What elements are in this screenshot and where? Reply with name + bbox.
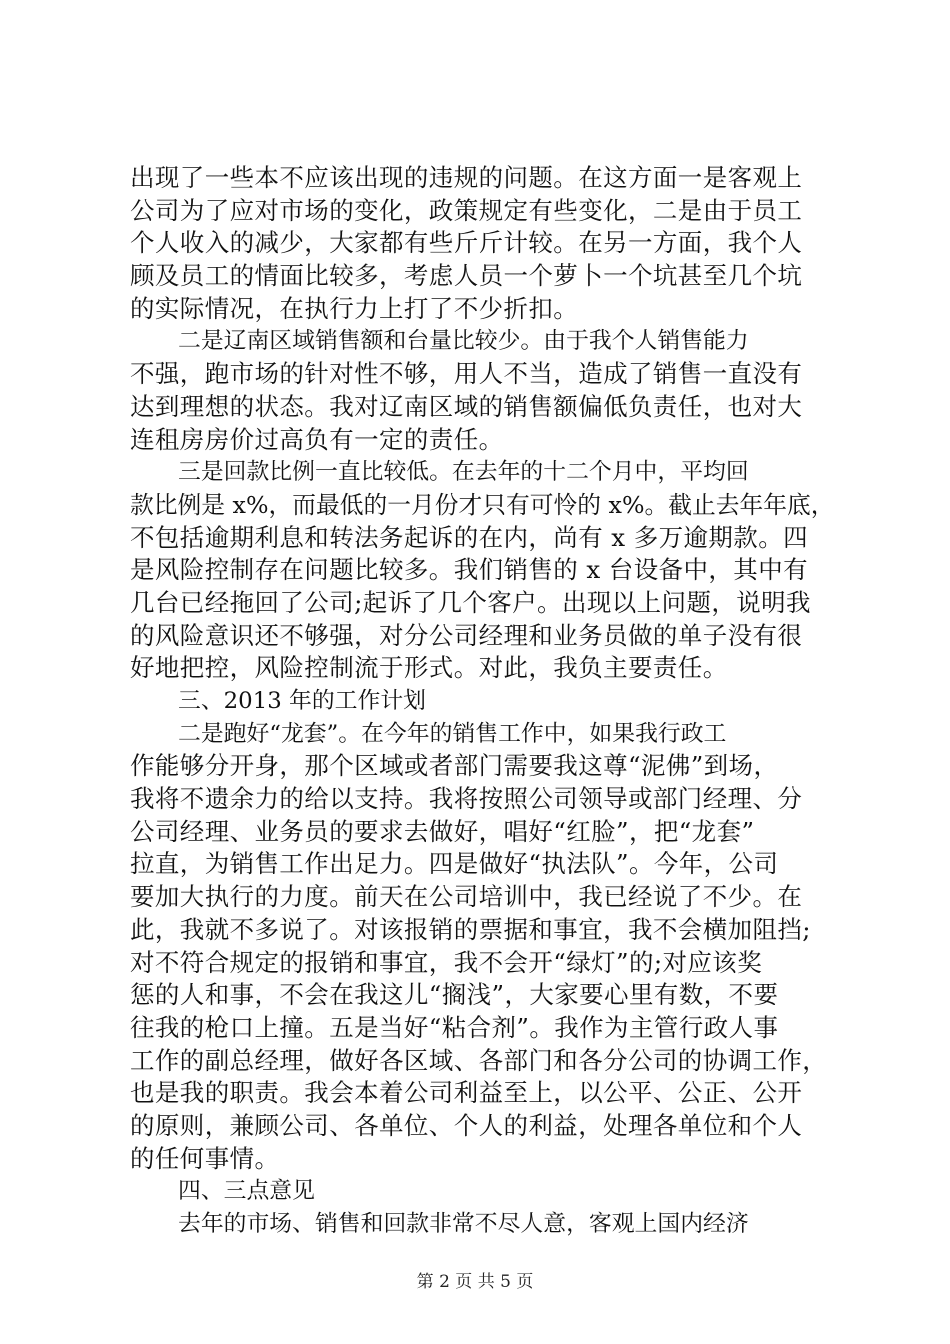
document-line: 作能够分开身，那个区域或者部门需要我这尊“泥佛”到场， xyxy=(130,751,779,781)
document-line: 的风险意识还不够强，对分公司经理和业务员做的单子没有很 xyxy=(130,620,803,650)
document-line: 好地把控，风险控制流于形式。对此，我负主要责任。 xyxy=(130,653,728,683)
document-line: 个人收入的减少，大家都有些斤斤计较。在另一方面，我个人 xyxy=(130,228,803,258)
document-line: 往我的枪口上撞。五是当好“粘合剂”。我作为主管行政人事 xyxy=(130,1012,779,1042)
document-line: 我将不遗余力的给以支持。我将按照公司领导或部门经理、分 xyxy=(130,784,803,814)
document-line: 此，我就不多说了。对该报销的票据和事宜，我不会横加阻挡; xyxy=(130,914,811,944)
document-line: 要加大执行的力度。前天在公司培训中，我已经说了不少。在 xyxy=(130,882,803,912)
document-line: 拉直，为销售工作出足力。四是做好“执法队”。今年，公司 xyxy=(130,849,779,879)
document-line: 三是回款比例一直比较低。在去年的十二个月中，平均回 xyxy=(178,459,749,486)
document-line: 的原则，兼顾公司、各单位、个人的利益，处理各单位和个人 xyxy=(130,1110,803,1140)
document-line: 也是我的职责。我会本着公司利益至上，以公平、公正、公开 xyxy=(130,1078,803,1108)
document-line: 顾及员工的情面比较多，考虑人员一个萝卜一个坑甚至几个坑 xyxy=(130,261,803,291)
document-line: 是风险控制存在问题比较多。我们销售的 x 台设备中，其中有 xyxy=(130,555,808,585)
document-line: 三、2013 年的工作计划 xyxy=(178,688,426,714)
document-line: 几台已经拖回了公司;起诉了几个客户。出现以上问题，说明我 xyxy=(130,587,811,617)
document-line: 款比例是 x%，而最低的一月份才只有可怜的 x%。截止去年年底， xyxy=(130,490,835,519)
document-line: 不包括逾期利息和转法务起诉的在内，尚有 x 多万逾期款。四 xyxy=(130,522,808,552)
document-line: 不强，跑市场的针对性不够，用人不当，造成了销售一直没有 xyxy=(130,359,803,389)
document-line: 对不符合规定的报销和事宜，我不会开“绿灯”的;对应该奖 xyxy=(130,947,763,977)
document-line: 二是跑好“龙套”。在今年的销售工作中，如果我行政工 xyxy=(178,720,727,747)
document-line: 公司经理、业务员的要求去做好，唱好“红脸”，把“龙套” xyxy=(130,816,755,846)
document-line: 工作的副总经理，做好各区域、各部门和各分公司的协调工作， xyxy=(130,1045,828,1075)
document-line: 出现了一些本不应该出现的违规的问题。在这方面一是客观上 xyxy=(130,163,803,192)
document-line: 的任何事情。 xyxy=(130,1143,280,1173)
document-line: 公司为了应对市场的变化，政策规定有些变化，二是由于员工 xyxy=(130,195,803,225)
document-line: 达到理想的状态。我对辽南区域的销售额偏低负责任，也对大 xyxy=(130,391,803,421)
document-line: 四、三点意见 xyxy=(178,1178,315,1205)
page-footer: 第 2 页 共 5 页 xyxy=(416,1272,534,1292)
document-line: 的实际情况，在执行力上打了不少折扣。 xyxy=(130,293,579,323)
document-line: 二是辽南区域销售额和台量比较少。由于我个人销售能力 xyxy=(178,328,749,355)
document-line: 去年的市场、销售和回款非常不尽人意，客观上国内经济 xyxy=(178,1211,749,1237)
document-line: 连租房房价过高负有一定的责任。 xyxy=(130,424,504,454)
document-line: 惩的人和事，不会在我这儿“搁浅”，大家要心里有数，不要 xyxy=(130,980,779,1010)
document-body xyxy=(130,162,835,1241)
